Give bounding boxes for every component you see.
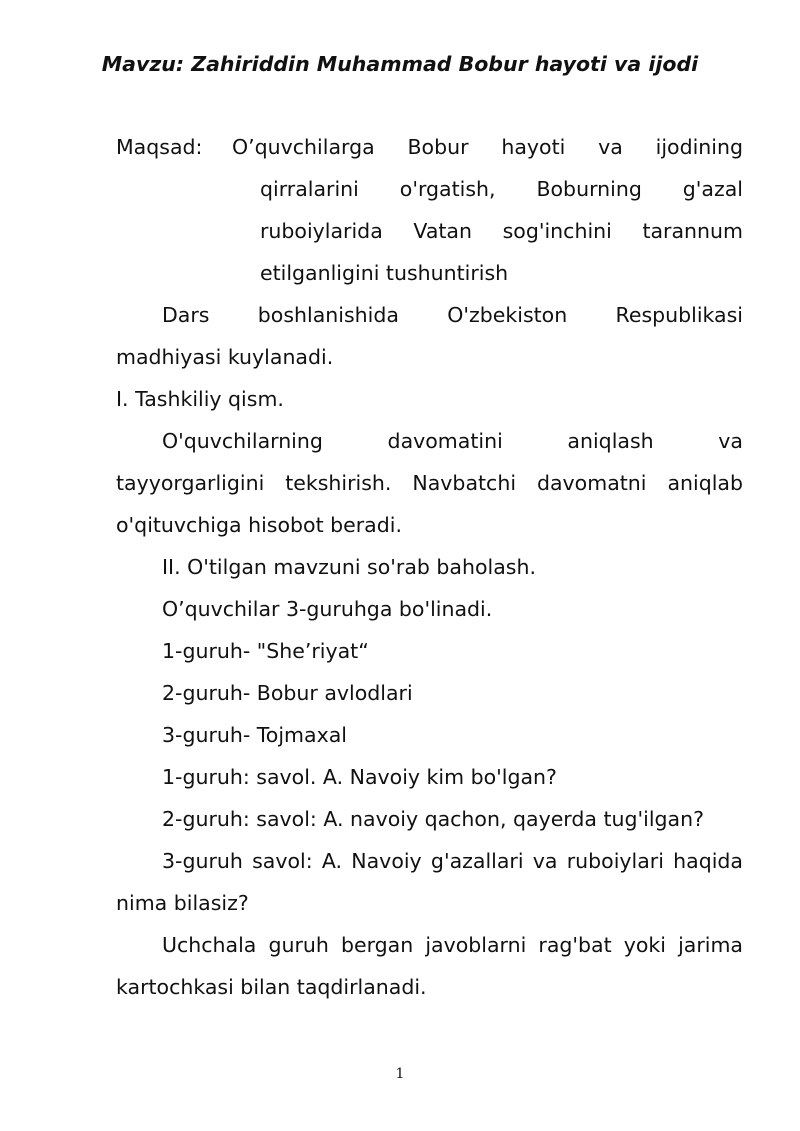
paragraph-line: o'qituvchiga hisobot beradi.: [116, 513, 402, 537]
paragraph-line: Dars boshlanishida O'zbekiston Respublikasi: [162, 303, 743, 327]
goal-label: Maqsad:: [116, 135, 203, 159]
goal-line: qirralarini o'rgatish, Boburning g'azal: [260, 177, 743, 201]
section-heading: I. Tashkiliy qism.: [116, 387, 284, 411]
goal-section: [116, 126, 743, 294]
question-item: 3-guruh savol: A. Navoiy g'azallari va ruboiylari haqida: [162, 849, 743, 873]
paragraph-line: tayyorgarligini tekshirish. Navbatchi davomatni aniqlab: [116, 471, 743, 495]
group-item: 3-guruh- Tojmaxal: [162, 723, 347, 747]
paragraph-line: O'quvchilarning davomatini aniqlash va: [162, 429, 743, 453]
paragraph-line: nima bilasiz?: [116, 891, 249, 915]
group-item: 2-guruh- Bobur avlodlari: [162, 681, 413, 705]
document-body: [116, 126, 743, 1008]
goal-line: ruboiylarida Vatan sog'inchini tarannum: [260, 219, 743, 243]
goal-line: O’quvchilarga Bobur hayoti va ijodining: [232, 135, 743, 159]
question-item: 2-guruh: savol: A. navoiy qachon, qayerda tug'ilgan?: [162, 807, 704, 831]
paragraph-line: Uchchala guruh bergan javoblarni rag'bat yoki jarima: [162, 933, 743, 957]
section-heading: II. O'tilgan mavzuni so'rab baholash.: [162, 555, 536, 579]
document-title: Mavzu: Zahiriddin Muhammad Bobur hayoti va ijodi: [101, 52, 699, 76]
page-number: 1: [395, 1066, 405, 1082]
paragraph-line: kartochkasi bilan taqdirlanadi.: [116, 975, 427, 999]
goal-line: etilganligini tushuntirish: [260, 261, 509, 285]
paragraph-line: O’quvchilar 3-guruhga bo'linadi.: [162, 597, 493, 621]
question-item: 1-guruh: savol. A. Navoiy kim bo'lgan?: [162, 765, 557, 789]
paragraph-line: madhiyasi kuylanadi.: [116, 345, 334, 369]
group-item: 1-guruh- "She’riyat“: [162, 639, 369, 663]
